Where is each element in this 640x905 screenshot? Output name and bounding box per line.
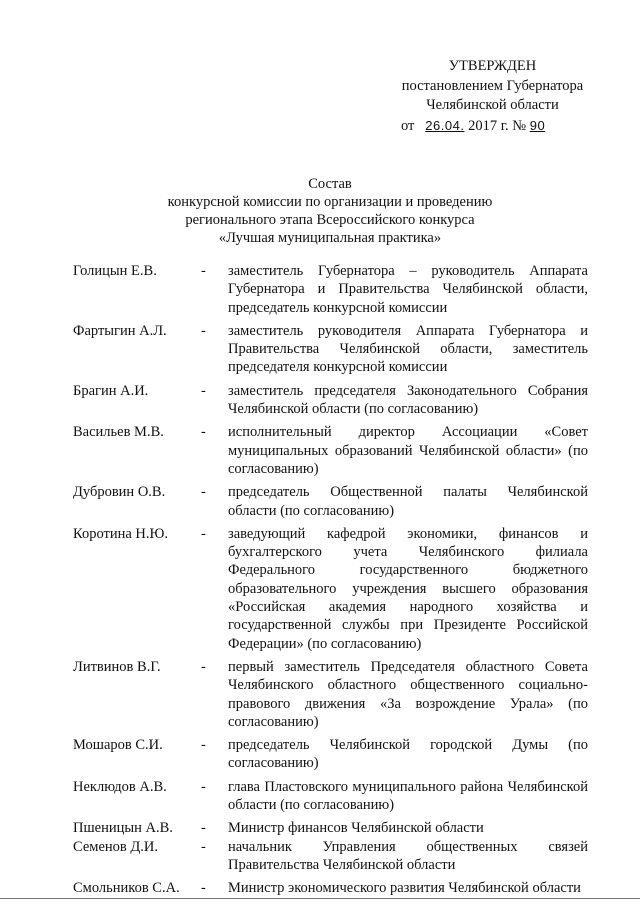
member-role: исполнительный директор Ассоциации «Совет муниципальных образований Челябинской области» (по согласованию) bbox=[228, 424, 588, 477]
member-name: Брагин А.И. bbox=[73, 382, 149, 399]
member-dash: - bbox=[201, 737, 206, 754]
approval-heading: УТВЕРЖДЕН bbox=[448, 58, 537, 74]
members-list bbox=[73, 262, 588, 903]
title-line-3: регионального этапа Всероссийского конкурса bbox=[185, 212, 475, 228]
member-name: Дубровин О.В. bbox=[73, 484, 166, 501]
member-role: заведующий кафедрой экономики, финансов и бухгалтерского учета Челябинского филиала Федерального государственного бюджетного образовательного учреждения высшего образования «Российская академия народного хозяйства и государственной службы при Президенте Российской Федерации» (по согласованию) bbox=[228, 525, 588, 652]
member-row bbox=[73, 322, 588, 377]
member-row bbox=[73, 525, 588, 653]
approval-line-2: Челябинской области bbox=[426, 97, 559, 113]
member-role: заместитель руководителя Аппарата Губернатора и Правительства Челябинской области, заместитель председателя конкурсной комиссии bbox=[228, 322, 588, 376]
member-row bbox=[73, 382, 588, 419]
title-line-4: «Лучшая муниципальная практика» bbox=[218, 230, 442, 246]
member-dash: - bbox=[201, 382, 206, 399]
approval-number: 90 bbox=[529, 117, 546, 133]
member-name: Коротина Н.Ю. bbox=[73, 525, 169, 542]
member-role: Министр экономического развития Челябинской области bbox=[228, 880, 581, 897]
member-role: глава Пластовского муниципального района Челябинской области (по согласованию) bbox=[228, 778, 588, 814]
member-dash: - bbox=[201, 525, 206, 542]
member-role: заместитель председателя Законодательного Собрания Челябинской области (по согласованию) bbox=[228, 382, 588, 418]
member-dash: - bbox=[201, 484, 206, 501]
member-row bbox=[73, 658, 588, 731]
from-label: от bbox=[401, 117, 415, 134]
member-dash: - bbox=[201, 820, 206, 837]
member-name: Пшеницын А.В. bbox=[73, 820, 173, 837]
member-row bbox=[73, 778, 588, 815]
member-name: Голицын Е.В. bbox=[73, 263, 157, 279]
member-dash: - bbox=[201, 778, 206, 795]
member-row bbox=[73, 736, 588, 773]
approval-year: 2017 г. bbox=[468, 117, 509, 134]
member-name: Семенов Д.И. bbox=[73, 838, 158, 855]
member-name: Васильев М.В. bbox=[73, 424, 164, 441]
member-dash: - bbox=[201, 880, 206, 897]
member-role: первый заместитель Председателя областного Совета Челябинского областного общественного социально-правового движения «За возрождение Урала» (по согласованию) bbox=[228, 658, 588, 730]
member-dash: - bbox=[201, 658, 206, 675]
member-name: Литвинов В.Г. bbox=[73, 658, 161, 675]
title-line-2: конкурсной комиссии по организации и проведению bbox=[167, 194, 493, 210]
member-role: председатель Челябинской городской Думы (по согласованию) bbox=[228, 737, 588, 772]
member-role: начальник Управления общественных связей Правительства Челябинской области bbox=[228, 838, 588, 873]
approval-date-line bbox=[385, 116, 600, 137]
member-role: заместитель Губернатора – руководитель Аппарата Губернатора и Правительства Челябинской области, председатель конкурсной комиссии bbox=[228, 263, 588, 316]
approval-stamp bbox=[385, 57, 600, 136]
member-row bbox=[73, 262, 588, 317]
member-row bbox=[73, 483, 588, 520]
member-dash: - bbox=[201, 424, 206, 441]
member-name: Фартыгин А.Л. bbox=[73, 322, 167, 339]
member-row bbox=[73, 838, 588, 875]
member-row bbox=[73, 879, 588, 897]
member-name: Мошаров С.И. bbox=[73, 737, 163, 754]
member-dash: - bbox=[201, 322, 206, 339]
member-dash: - bbox=[201, 263, 206, 279]
member-row bbox=[73, 423, 588, 478]
approval-date: 26.04. bbox=[425, 117, 465, 133]
member-role: председатель Общественной палаты Челябинской области (по согласованию) bbox=[228, 484, 588, 519]
member-dash: - bbox=[201, 838, 206, 855]
member-name: Неклюдов А.В. bbox=[73, 778, 167, 795]
member-role: Министр финансов Челябинской области bbox=[228, 820, 484, 837]
document-title bbox=[100, 175, 560, 247]
number-label: № bbox=[512, 117, 527, 134]
member-name: Смольников С.А. bbox=[73, 880, 180, 897]
title-line-1: Состав bbox=[308, 176, 352, 192]
scan-edge-line bbox=[0, 898, 640, 899]
approval-line-1: постановлением Губернатора bbox=[401, 77, 584, 94]
member-row bbox=[73, 819, 588, 837]
